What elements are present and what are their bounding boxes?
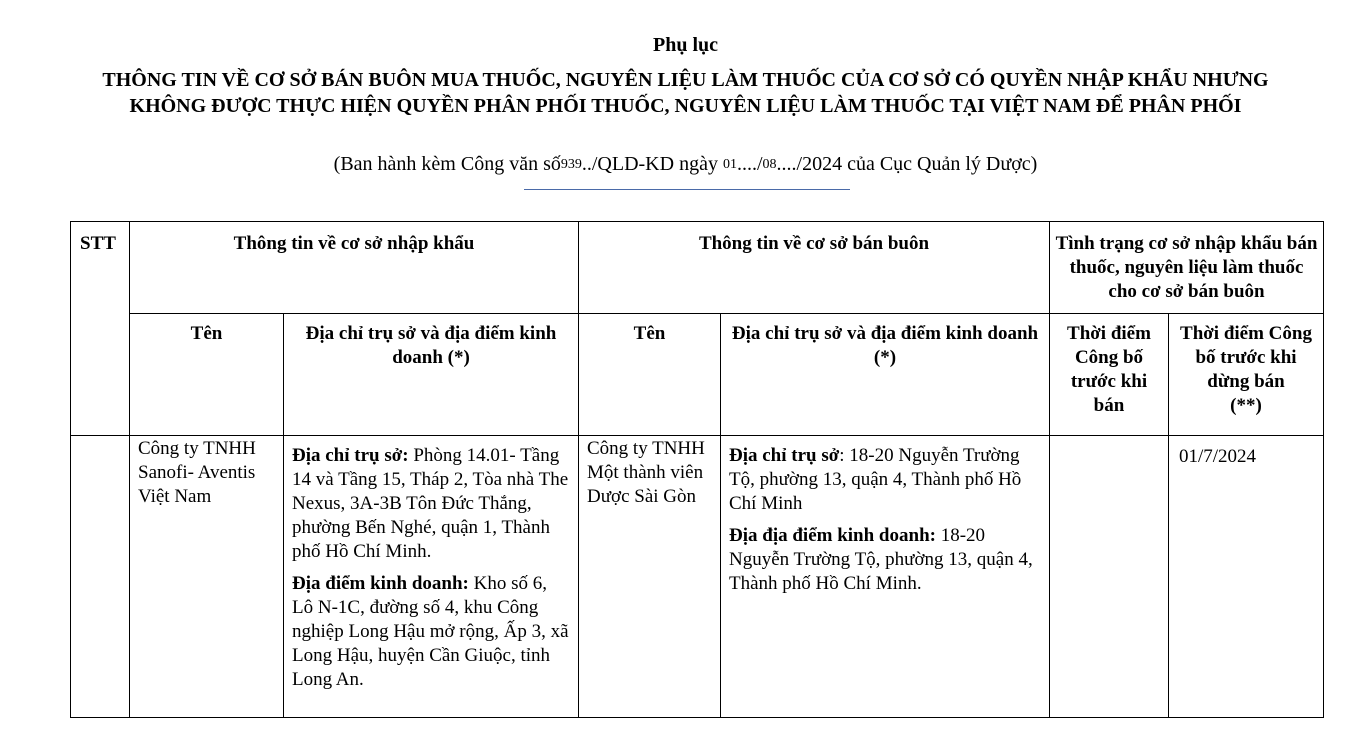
doc-number: 939 [560, 157, 582, 172]
header-wholesaler-group: Thông tin về cơ sở bán buôn [579, 222, 1050, 314]
appendix-label: Phụ lục [652, 34, 719, 56]
document-subtitle [0, 151, 1371, 178]
cell-time-before-stop [1169, 436, 1324, 718]
cell-wholesaler-address [721, 436, 1050, 718]
header-time-before-stop-note: (**) [1230, 395, 1262, 416]
document-title: THÔNG TIN VỀ CƠ SỞ BÁN BUÔN MUA THUỐC, NGUYÊN LIỆU LÀM THUỐC CỦA CƠ SỞ CÓ QUYỀN NHẬP KHẨU NHƯNG KHÔNG ĐƯỢC THỰC HIỆN QUYỀN PHÂN PHỐI THUỐC, NGUYÊN LIỆU LÀM THUỐC TẠI VIỆT NAM ĐỂ PHÂN PHỐI [102, 69, 1269, 117]
time-before-stop-value: 01/7/2024 [1179, 446, 1257, 467]
wholesaler-name-text: Công ty TNHH Một thành viên Dược Sài Gòn [587, 438, 705, 507]
header-status-group: Tình trạng cơ sở nhập khẩu bán thuốc, nguyên liệu làm thuốc cho cơ sở bán buôn [1050, 222, 1324, 314]
issue-month: 08 [762, 157, 777, 172]
importer-hq-value: Phòng 14.01- Tầng 14 và Tầng 15, Tháp 2, Tòa nhà The Nexus, 3A-3B Tôn Đức Thắng, phường Bến Nghé, quận 1, Thành phố Hồ Chí Minh. [292, 445, 569, 562]
header-time-before-stop-text: Thời điểm Công bố trước khi dừng bán [1180, 323, 1312, 392]
header-wholesaler-address: Địa chỉ trụ sở và địa điểm kinh doanh (*) [721, 314, 1050, 436]
subtitle-mid-1: ../QLD-KD ngày [581, 153, 723, 175]
header-importer-group: Thông tin về cơ sở nhập khẩu [130, 222, 579, 314]
wholesaler-hq-address [729, 444, 1041, 516]
header-time-before-stop [1169, 314, 1324, 436]
wholesaler-biz-value: 18-20 Nguyễn Trường Tộ, phường 13, quận 4, Thành phố Hồ Chí Minh. [729, 525, 1033, 594]
header-wholesaler-name: Tên [579, 314, 721, 436]
subtitle-prefix: (Ban hành kèm Công văn số [333, 153, 561, 175]
importer-name-text: Công ty TNHH Sanofi- Aventis Việt Nam [138, 438, 256, 507]
title-underline [524, 189, 850, 190]
header-stt: STT [71, 222, 130, 436]
header-row-group [71, 222, 1324, 314]
header-time-before-sale: Thời điểm Công bố trước khi bán [1050, 314, 1169, 436]
cell-importer-address [284, 436, 579, 718]
issue-day: 01 [722, 157, 737, 172]
subtitle-suffix: ..../2024 của Cục Quản lý Dược) [776, 153, 1038, 175]
wholesaler-hq-label: Địa chỉ trụ sở [729, 445, 840, 466]
wholesaler-business-location [729, 524, 1041, 596]
importer-biz-value: Kho số 6, Lô N-1C, đường số 4, khu Công nghiệp Long Hậu mở rộng, Ấp 3, xã Long Hậu, huyện Cần Giuộc, tỉnh Long An. [292, 573, 569, 690]
importer-hq-label: Địa chỉ trụ sở: [292, 445, 409, 466]
header-importer-address: Địa chỉ trụ sở và địa điểm kinh doanh (*) [284, 314, 579, 436]
subtitle-mid-2: ..../ [736, 153, 763, 175]
importer-biz-label: Địa điểm kinh doanh: [292, 573, 469, 594]
wholesaler-biz-label: Địa địa điểm kinh doanh: [729, 525, 936, 546]
appendix-table [70, 221, 1324, 718]
importer-business-location [292, 572, 570, 692]
cell-stt [71, 436, 130, 718]
wholesaler-hq-value: : 18-20 Nguyễn Trường Tộ, phường 13, quận 4, Thành phố Hồ Chí Minh [729, 445, 1022, 514]
cell-importer-name [130, 436, 284, 718]
cell-time-before-sale [1050, 436, 1169, 718]
importer-hq-address [292, 444, 570, 564]
header-row-sub [71, 314, 1324, 436]
header-importer-name: Tên [130, 314, 284, 436]
cell-wholesaler-name [579, 436, 721, 718]
table-row [71, 436, 1324, 718]
